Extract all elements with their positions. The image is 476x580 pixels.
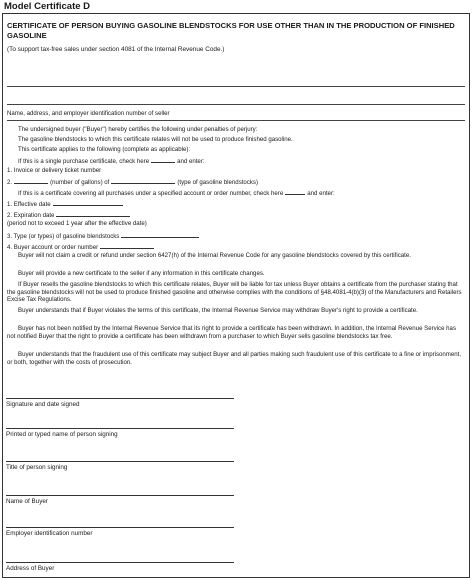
title-line[interactable] [6, 461, 234, 462]
invoice-label: 1. Invoice or delivery ticket number [7, 167, 102, 174]
new-certificate-paragraph: Buyer will provide a new certificate to the seller if any information in this certificate changes. [18, 270, 265, 277]
violation-paragraph: Buyer understands that if Buyer violates the terms of this certificate, the Internal Revenue Service may withdraw Buyer's right to provide a certificate. [18, 307, 418, 314]
ein-label: Employer identification number [6, 530, 93, 537]
effective-date-label: 1. Effective date [7, 201, 51, 208]
certificate-subheading: (To support tax-free sales under section 4081 of the Internal Revenue Code.) [7, 46, 225, 53]
use-statement: The gasoline blendstocks to which this certificate relates will not be used to produce finished gasoline. [18, 136, 293, 143]
blendstock-type-label: 3. Type (or types) of gasoline blendstocks [7, 233, 120, 240]
effective-date-field[interactable] [53, 199, 123, 206]
gallons-row [7, 177, 258, 187]
blendstock-field[interactable] [111, 177, 175, 184]
account-purchase-text: If this is a certificate covering all purchases under a specified account or order number, check here [18, 190, 284, 197]
signature-line[interactable] [6, 398, 234, 399]
expiration-date-label: 2. Expiration date [7, 212, 55, 219]
gallons-num: 2. [7, 179, 13, 186]
ein-line[interactable] [6, 527, 234, 528]
account-number-field[interactable] [100, 242, 154, 249]
account-purchase-check[interactable] [285, 188, 305, 195]
blendstock-type-field[interactable] [121, 231, 199, 238]
gallons-label: (number of gallons) of [50, 179, 110, 186]
printed-name-line[interactable] [6, 428, 234, 429]
period-note: (period not to exceed 1 year after the effective date) [7, 220, 147, 227]
buyer-address-label: Address of Buyer [6, 565, 55, 572]
single-purchase-check[interactable] [151, 156, 175, 163]
buyer-name-label: Name of Buyer [6, 498, 48, 505]
account-purchase-enter: and enter: [307, 190, 335, 197]
fraud-paragraph: Buyer understands that the fraudulent use of this certificate may subject Buyer and all parties making such fraudulent use of this certificate to a fine or imprisonment, or both, together with the costs of prosecution. [7, 351, 462, 366]
single-purchase-text: If this is a single purchase certificate, check here [18, 158, 150, 165]
applies-statement: This certificate applies to the following (complete as applicable): [18, 146, 191, 153]
form-title: Model Certificate D [4, 1, 91, 12]
printed-name-label: Printed or typed name of person signing [6, 431, 118, 438]
single-purchase-enter: and enter: [177, 158, 205, 165]
single-purchase-row [18, 156, 205, 166]
credit-refund-paragraph: Buyer will not claim a credit or refund under section 6427(h) of the Internal Revenue Code for any gasoline blendstocks covered by this certificate. [18, 252, 411, 259]
expiration-date-field[interactable] [56, 210, 130, 217]
buyer-address-line[interactable] [6, 562, 234, 563]
certificate-heading: CERTIFICATE OF PERSON BUYING GASOLINE BLENDSTOCKS FOR USE OTHER THAN IN THE PRODUCTION OF FINISHED GASOLINE [7, 21, 455, 40]
buyer-name-line[interactable] [6, 495, 234, 496]
seller-info-line-2[interactable] [7, 104, 465, 105]
account-number-row [7, 242, 156, 252]
account-purchase-row [18, 188, 335, 198]
section-divider [7, 120, 465, 121]
account-number-label: 4. Buyer account or order number [7, 244, 99, 251]
seller-label: Name, address, and employer identification number of seller [7, 110, 170, 117]
signature-label: Signature and date signed [6, 401, 80, 408]
invoice-row [7, 167, 101, 175]
gallons-field[interactable] [14, 177, 48, 184]
seller-info-line-1[interactable] [7, 86, 465, 87]
notification-paragraph: Buyer has not been notified by the Internal Revenue Service that its right to provide a certificate has been withdrawn. In addition, the Internal Revenue Service has not notified Buyer that the right to provide a certificate has been withdrawn from a purchaser to which Buyer sells gasoline blendstocks tax free. [7, 325, 456, 340]
resale-paragraph: If Buyer resells the gasoline blendstocks to which this certificate relates, Buyer will be liable for tax unless Buyer obtains a certificate from the purchaser stating that the gasoline blendstocks will not be used to produce finished gasoline and otherwise complies with the conditions of §48.4081-4(b)(3) of the Manufacturers and Retailers Excise Tax Regulations. [7, 281, 462, 304]
certification-intro: The undersigned buyer ("Buyer") hereby certifies the following under penalties of perjury: [18, 126, 258, 133]
blendstock-type-row [7, 231, 201, 241]
effective-date-row [7, 199, 125, 209]
title-label: Title of person signing [6, 464, 68, 471]
blendstock-label: (type of gasoline blendstocks) [177, 179, 258, 186]
expiration-date-row [7, 210, 132, 220]
